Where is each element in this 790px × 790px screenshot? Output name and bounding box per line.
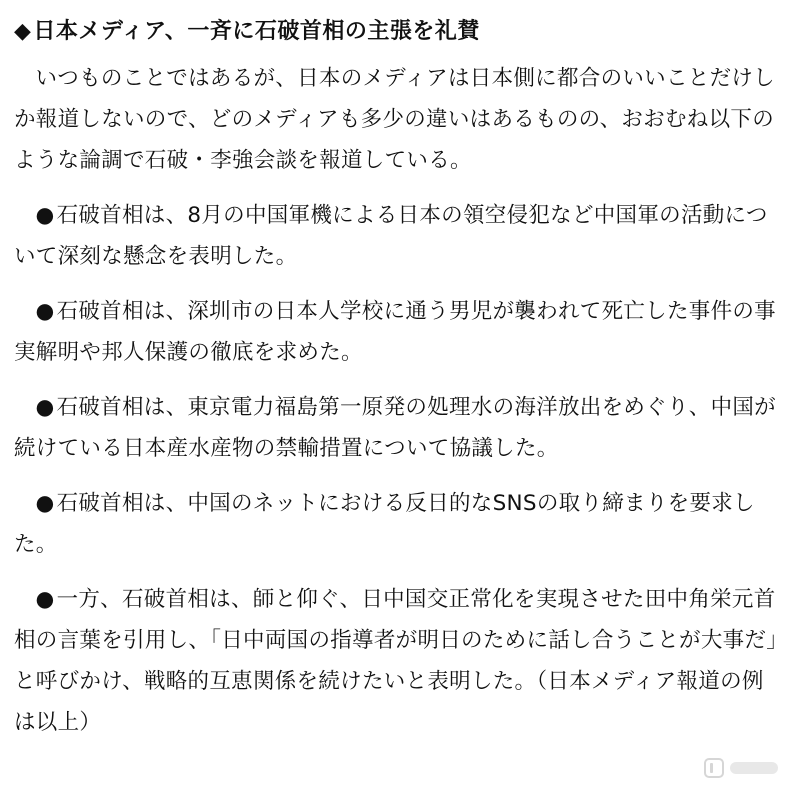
watermark: [704, 758, 778, 778]
bullet-item: [14, 291, 780, 373]
intro-paragraph: いつものことではあるが、日本のメディアは日本側に都合のいいことだけしか報道しないので、どのメディアも多少の違いはあるものの、おおむね以下のような論調で石破・李強会談を報道している。: [14, 66, 775, 173]
bullet-item: [14, 195, 780, 277]
bullet-text: 石破首相は、中国のネットにおける反日的なSNSの取り締まりを要求した。: [14, 491, 755, 557]
bullet-item: [14, 387, 780, 469]
article: [14, 14, 780, 757]
bullet-item: [14, 579, 780, 743]
circle-bullet-icon: ●: [35, 491, 55, 516]
heading-text: 日本メディア、一斉に石破首相の主張を礼賛: [33, 19, 480, 44]
bullet-text: 一方、石破首相は、師と仰ぐ、日中国交正常化を実現させた田中角栄元首相の言葉を引用し、「日中両国の指導者が明日のために話し合うことが大事だ」と呼びかけ、戦略的互恵関係を続けたいと表明した。（日本メディア報道の例は以上）: [14, 587, 778, 735]
bullet-text: 石破首相は、深圳市の日本人学校に通う男児が襲われて死亡した事件の事実解明や邦人保護の徹底を求めた。: [14, 299, 776, 365]
circle-bullet-icon: ●: [35, 587, 55, 612]
watermark-handle: [730, 762, 778, 774]
circle-bullet-icon: ●: [35, 395, 55, 420]
circle-bullet-icon: ●: [35, 203, 55, 228]
bullet-text: 石破首相は、8月の中国軍機による日本の領空侵犯など中国軍の活動について深刻な懸念を表明した。: [14, 203, 768, 269]
article-heading: [14, 14, 780, 50]
diamond-bullet-icon: ◆: [14, 19, 32, 44]
bullet-item: [14, 483, 780, 565]
weibo-logo-icon: [704, 758, 724, 778]
circle-bullet-icon: ●: [35, 299, 55, 324]
bullet-text: 石破首相は、東京電力福島第一原発の処理水の海洋放出をめぐり、中国が続けている日本産水産物の禁輸措置について協議した。: [14, 395, 776, 461]
